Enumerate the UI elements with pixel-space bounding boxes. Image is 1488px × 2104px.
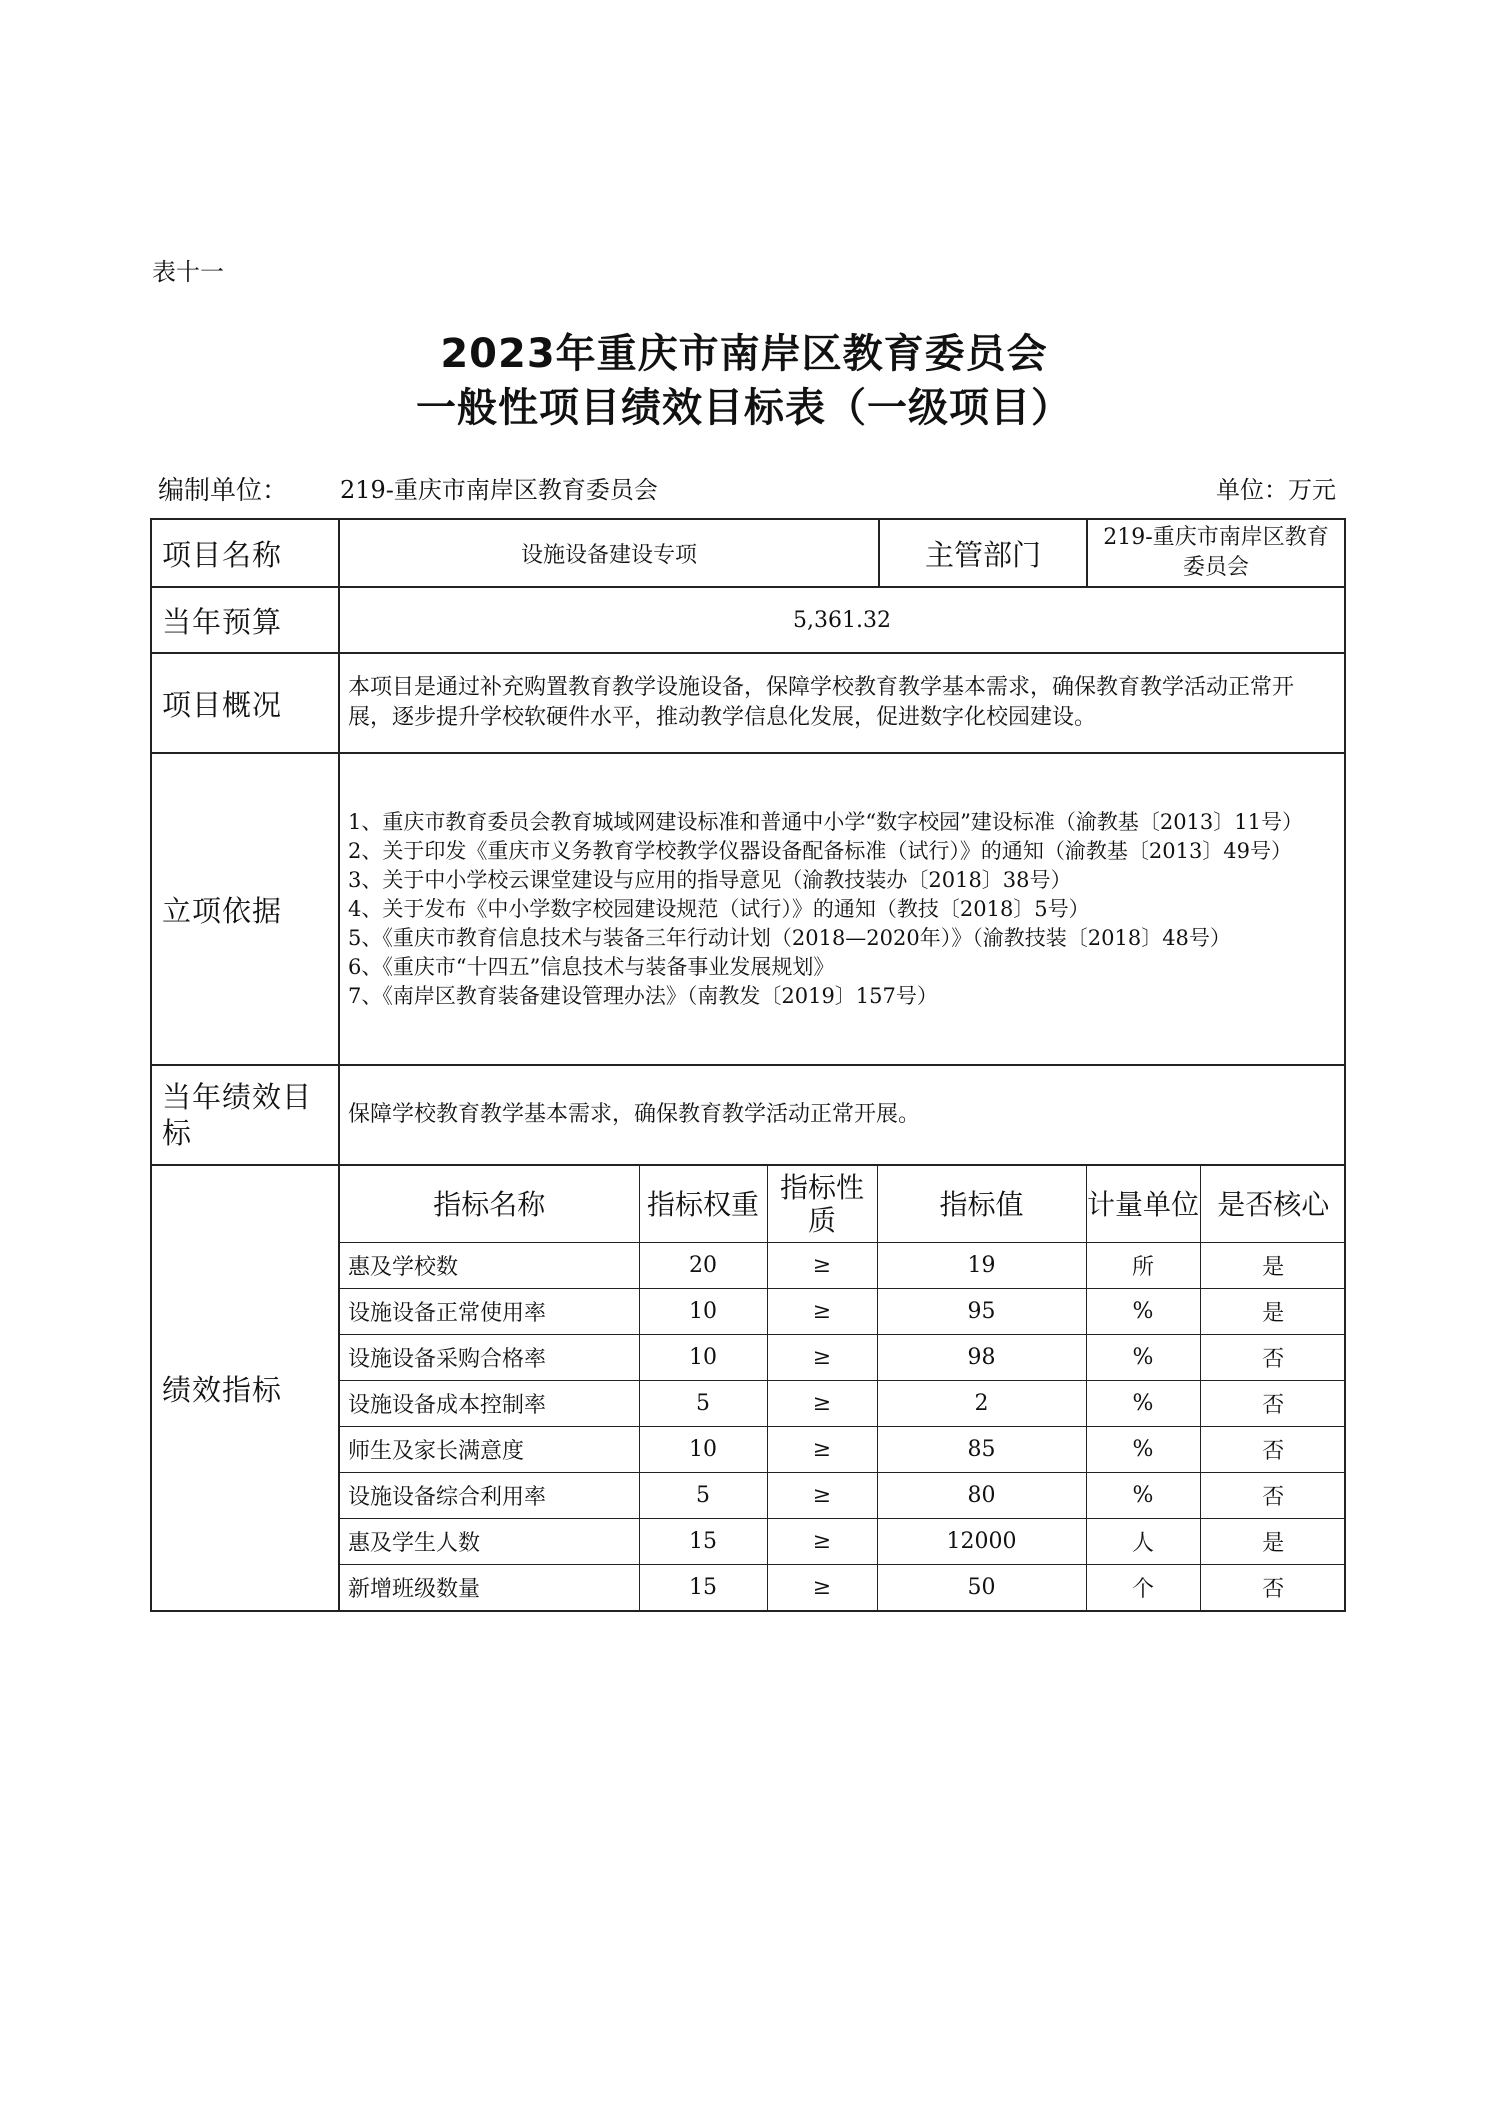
indicator-weight: 20 bbox=[639, 1243, 767, 1289]
indicator-name: 设施设备采购合格率 bbox=[340, 1335, 639, 1381]
overview-label: 项目概况 bbox=[151, 653, 339, 753]
page-title: 2023年重庆市南岸区教育委员会 bbox=[440, 331, 1048, 377]
dept-label: 主管部门 bbox=[879, 519, 1087, 587]
indicator-name: 新增班级数量 bbox=[340, 1565, 639, 1611]
performance-table bbox=[150, 518, 1346, 1612]
basis-item: 5、《重庆市教育信息技术与装备三年行动计划（2018—2020年）》（渝教技装〔2018〕48号） bbox=[348, 925, 1231, 950]
indicator-weight: 10 bbox=[639, 1427, 767, 1473]
indicator-value: 50 bbox=[877, 1565, 1086, 1611]
table-row bbox=[340, 1289, 1346, 1335]
indicator-weight: 15 bbox=[639, 1565, 767, 1611]
header-value: 指标值 bbox=[877, 1166, 1086, 1243]
header-core: 是否核心 bbox=[1200, 1166, 1346, 1243]
indicator-weight: 15 bbox=[639, 1519, 767, 1565]
indicator-name: 师生及家长满意度 bbox=[340, 1427, 639, 1473]
compiling-unit-value: 219-重庆市南岸区教育委员会 bbox=[340, 476, 658, 504]
indicator-core: 否 bbox=[1200, 1381, 1346, 1427]
table-number: 表十一 bbox=[152, 258, 224, 286]
currency-unit: 单位：万元 bbox=[1216, 476, 1336, 504]
table-row bbox=[340, 1381, 1346, 1427]
indicator-name: 设施设备成本控制率 bbox=[340, 1381, 639, 1427]
indicator-nature: ≥ bbox=[767, 1427, 877, 1473]
indicator-nature: ≥ bbox=[767, 1335, 877, 1381]
indicator-unit: 个 bbox=[1086, 1565, 1200, 1611]
project-name-label: 项目名称 bbox=[151, 519, 339, 587]
basis-label: 立项依据 bbox=[151, 753, 339, 1065]
header-weight: 指标权重 bbox=[639, 1166, 767, 1243]
table-row bbox=[340, 1519, 1346, 1565]
indicator-weight: 5 bbox=[639, 1381, 767, 1427]
indicator-name: 惠及学生人数 bbox=[340, 1519, 639, 1565]
indicator-unit: 人 bbox=[1086, 1519, 1200, 1565]
basis-item: 4、关于发布《中小学数字校园建设规范（试行）》的通知（教技〔2018〕5号） bbox=[348, 896, 1090, 921]
budget-row bbox=[151, 587, 1345, 653]
goal-label: 当年绩效目标 bbox=[151, 1065, 339, 1165]
indicator-weight: 10 bbox=[639, 1335, 767, 1381]
header-unit: 计量单位 bbox=[1086, 1166, 1200, 1243]
table-row bbox=[340, 1243, 1346, 1289]
indicator-core: 否 bbox=[1200, 1565, 1346, 1611]
project-name-row bbox=[151, 519, 1345, 587]
indicator-name: 惠及学校数 bbox=[340, 1243, 639, 1289]
indicator-core: 否 bbox=[1200, 1335, 1346, 1381]
basis-item: 1、重庆市教育委员会教育城域网建设标准和普通中小学“数字校园”建设标准（渝教基〔2013〕11号） bbox=[348, 809, 1303, 834]
indicator-unit: % bbox=[1086, 1427, 1200, 1473]
indicator-core: 是 bbox=[1200, 1243, 1346, 1289]
indicator-header-row bbox=[340, 1166, 1346, 1243]
goal-row bbox=[151, 1065, 1345, 1165]
indicator-nature: ≥ bbox=[767, 1289, 877, 1335]
basis-list bbox=[339, 753, 1345, 1065]
basis-item: 6、《重庆市“十四五”信息技术与装备事业发展规划》 bbox=[348, 954, 835, 979]
indicator-nature: ≥ bbox=[767, 1381, 877, 1427]
indicator-value: 98 bbox=[877, 1335, 1086, 1381]
budget-value: 5,361.32 bbox=[339, 587, 1345, 653]
indicator-core: 是 bbox=[1200, 1519, 1346, 1565]
indicator-nature: ≥ bbox=[767, 1473, 877, 1519]
indicator-core: 是 bbox=[1200, 1289, 1346, 1335]
indicator-unit: % bbox=[1086, 1289, 1200, 1335]
indicator-unit: % bbox=[1086, 1335, 1200, 1381]
indicator-cell bbox=[339, 1165, 1345, 1611]
indicator-weight: 10 bbox=[639, 1289, 767, 1335]
overview-value: 本项目是通过补充购置教育教学设施设备，保障学校教育教学基本需求，确保教育教学活动正常开展，逐步提升学校软硬件水平，推动教学信息化发展，促进数字化校园建设。 bbox=[339, 653, 1345, 753]
goal-value: 保障学校教育教学基本需求，确保教育教学活动正常开展。 bbox=[339, 1065, 1345, 1165]
indicator-row bbox=[151, 1165, 1345, 1611]
table-row bbox=[340, 1335, 1346, 1381]
page-subtitle: 一般性项目绩效目标表（一级项目） bbox=[416, 385, 1072, 431]
indicator-core: 否 bbox=[1200, 1427, 1346, 1473]
indicator-core: 否 bbox=[1200, 1473, 1346, 1519]
indicator-value: 80 bbox=[877, 1473, 1086, 1519]
indicator-nature: ≥ bbox=[767, 1519, 877, 1565]
indicator-unit: % bbox=[1086, 1473, 1200, 1519]
compiling-unit-label: 编制单位： bbox=[158, 476, 289, 506]
basis-row bbox=[151, 753, 1345, 1065]
indicator-value: 12000 bbox=[877, 1519, 1086, 1565]
table-row bbox=[340, 1565, 1346, 1611]
indicator-label: 绩效指标 bbox=[151, 1165, 339, 1611]
overview-row bbox=[151, 653, 1345, 753]
table-row bbox=[340, 1473, 1346, 1519]
indicator-nature: ≥ bbox=[767, 1565, 877, 1611]
indicator-value: 19 bbox=[877, 1243, 1086, 1289]
indicator-unit: 所 bbox=[1086, 1243, 1200, 1289]
indicator-table bbox=[340, 1166, 1346, 1610]
indicator-weight: 5 bbox=[639, 1473, 767, 1519]
basis-item: 2、关于印发《重庆市义务教育学校教学仪器设备配备标准（试行）》的通知（渝教基〔2013〕49号） bbox=[348, 838, 1293, 863]
indicator-value: 85 bbox=[877, 1427, 1086, 1473]
dept-value: 219-重庆市南岸区教育委员会 bbox=[1087, 519, 1345, 587]
table-row bbox=[340, 1427, 1346, 1473]
indicator-name: 设施设备正常使用率 bbox=[340, 1289, 639, 1335]
project-name-value: 设施设备建设专项 bbox=[339, 519, 879, 587]
basis-item: 3、关于中小学校云课堂建设与应用的指导意见（渝教技装办〔2018〕38号） bbox=[348, 867, 1072, 892]
indicator-value: 95 bbox=[877, 1289, 1086, 1335]
indicator-name: 设施设备综合利用率 bbox=[340, 1473, 639, 1519]
header-indicator-name: 指标名称 bbox=[340, 1166, 639, 1243]
indicator-unit: % bbox=[1086, 1381, 1200, 1427]
basis-item: 7、《南岸区教育装备建设管理办法》（南教发〔2019〕157号） bbox=[348, 983, 938, 1008]
indicator-nature: ≥ bbox=[767, 1243, 877, 1289]
budget-label: 当年预算 bbox=[151, 587, 339, 653]
indicator-value: 2 bbox=[877, 1381, 1086, 1427]
header-nature: 指标性质 bbox=[767, 1166, 877, 1243]
